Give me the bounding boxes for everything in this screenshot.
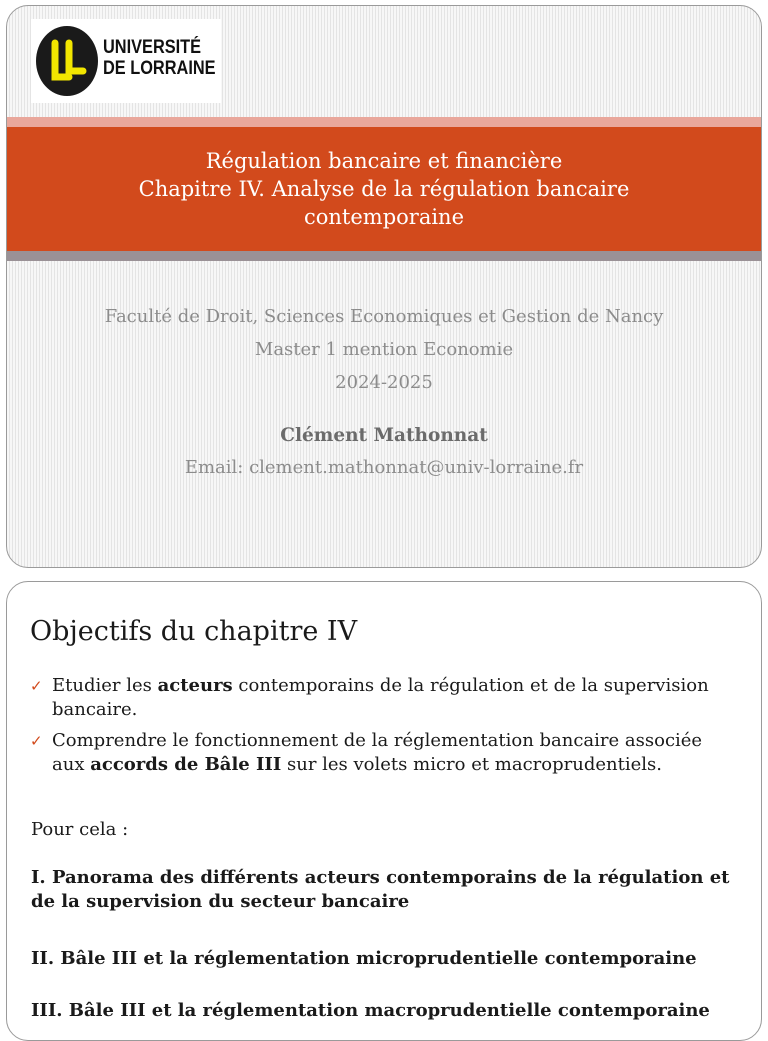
checkmark-icon: ✓ [30,732,43,750]
bullet-emphasis: accords de Bâle III [90,754,282,775]
course-title: Régulation bancaire et financière [205,149,563,173]
title-band-top-stripe [7,117,761,127]
title-band [7,127,761,251]
bullet-text: sur les volets micro et macroprudentiels. [281,754,662,775]
academic-year: 2024-2025 [335,372,433,393]
chapter-title-line-2: contemporaine [303,205,465,229]
logo-line-2: DE LORRAINE [103,58,216,79]
list-item [26,729,738,777]
list-item [26,674,738,722]
author-name: Clément Mathonnat [280,425,488,446]
university-logo-mark [35,25,99,97]
bullet-text: Etudier les [52,675,158,696]
objectives-list [26,674,738,784]
title-slide [6,5,762,568]
program-name: Master 1 mention Economie [254,339,514,360]
bullet-text: Comprendre le fonctionnement de la réglementation bancaire associée aux [52,730,703,775]
title-band-bottom-stripe [7,251,761,261]
part-1-heading: I. Panorama des différents acteurs contemporains de la régulation et de la supervision du secteur bancaire [31,867,730,912]
part-3-heading: III. Bâle III et la réglementation macroprudentielle contemporaine [31,1000,710,1021]
logo-line-1: UNIVERSITÉ [103,37,202,58]
objectives-slide [6,581,762,1041]
university-logo [31,19,221,103]
part-2-heading: II. Bâle III et la réglementation microprudentielle contemporaine [31,948,697,969]
slide-title: Objectifs du chapitre IV [30,616,358,647]
bullet-emphasis: acteurs [157,675,233,696]
bullet-text: contemporains de la régulation et de la supervision bancaire. [52,675,709,720]
checkmark-icon: ✓ [30,677,43,695]
intro-text: Pour cela : [31,819,129,840]
author-email: Email: clement.mathonnat@univ-lorraine.fr [184,457,584,478]
university-logo-text [103,37,216,79]
chapter-title-line-1: Chapitre IV. Analyse de la régulation bancaire [138,177,630,201]
faculty-name: Faculté de Droit, Sciences Economiques et Gestion de Nancy [104,306,664,327]
